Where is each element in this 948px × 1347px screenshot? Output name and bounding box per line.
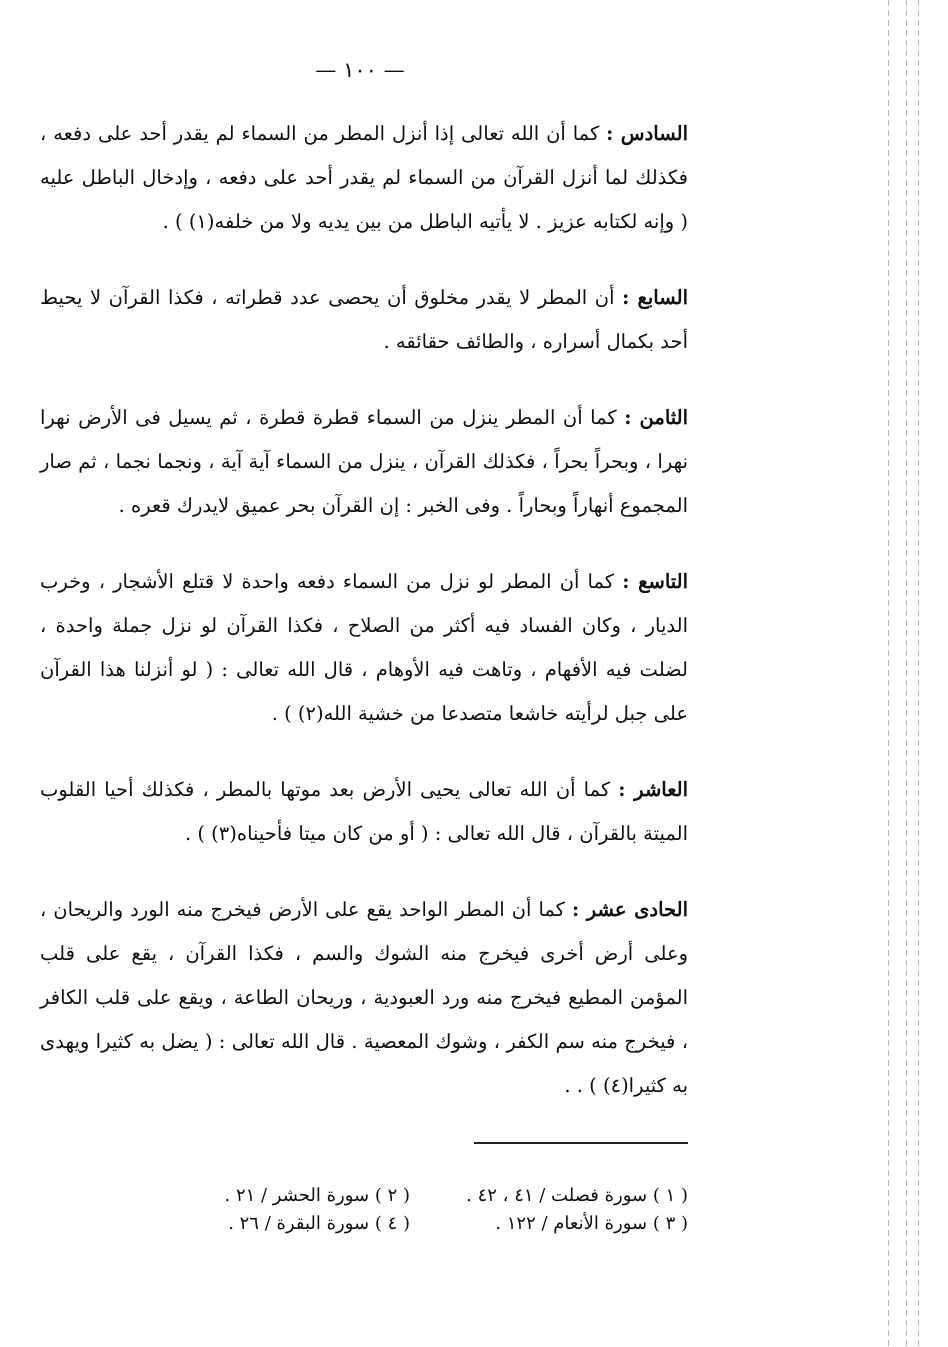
page-edge-line: [888, 0, 889, 1347]
paragraph-eleventh: [40, 888, 688, 1108]
paragraph-lead: الثامن :: [624, 406, 688, 429]
paragraph-text: كما أن المطر الواحد يقع على الأرض فيخرج منه الورد والريحان ، وعلى أرض أخرى فيخرج منه الشوك والسم ، فكذا القرآن ، يقع على قلب المؤمن المطيع فيخرج منه ورد العبودية ، وريحان الطاعة ، ويقع على قلب الكافر ، فيخرج منه سم الكفر ، وشوك المعصية . قال الله تعالى : ( يضل به كثيرا ويهدى به كثيرا(٤) ) . .: [40, 898, 688, 1097]
paragraph-text: كما أن المطر ينزل من السماء قطرة قطرة ، ثم يسيل فى الأرض نهرا نهرا ، وبحراً بحراً ، فكذلك القرآن ، ينزل من السماء آية آية ، ونجما نجما ، ثم صار المجموع أنهاراً وبحاراً . وفى الخبر : إن القرآن بحر عميق لايدرك قعره .: [40, 406, 688, 517]
paragraph-text: كما أن الله تعالى يحيى الأرض بعد موتها بالمطر ، فكذلك أحيا القلوب الميتة بالقرآن ، قال الله تعالى : ( أو من كان ميتا فأحيناه(٣) ) .: [40, 778, 688, 845]
page-edge-line: [906, 0, 907, 1347]
paragraph-text: كما أن الله تعالى إذا أنزل المطر من السماء لم يقدر أحد على دفعه ، فكذلك لما أنزل القرآن من السماء لم يقدر أحد على دفعه ، وإدخال الباطل عليه ( وإنه لكتابه عزيز . لا يأتيه الباطل من بين يديه ولا من خلفه(١) ) .: [40, 122, 688, 233]
paragraph-seventh: [40, 276, 688, 364]
footnote-4: ( ٤ ) سورة البقرة / ٢٦ .: [228, 1213, 410, 1234]
footnote-divider: [474, 1142, 688, 1144]
paragraph-lead: التاسع :: [622, 570, 688, 593]
paragraph-tenth: [40, 768, 688, 856]
paragraph-sixth: [40, 112, 688, 244]
paragraph-text: كما أن المطر لو نزل من السماء دفعه واحدة لا قتلع الأشجار ، وخرب الديار ، وكان الفساد فيه أكثر من الصلاح ، فكذا القرآن لو نزل جملة واحدة ، لضلت فيه الأفهام ، وتاهت فيه الأوهام ، قال الله تعالى : ( لو أنزلنا هذا القرآن على جبل لرأيته خاشعا متصدعا من خشية الله(٢) ) .: [40, 570, 688, 725]
paragraph-ninth: [40, 560, 688, 736]
page-number: — ١٠٠ —: [315, 58, 405, 82]
footnote-1: ( ١ ) سورة فصلت / ٤١ ، ٤٢ .: [466, 1185, 688, 1206]
paragraph-lead: العاشر :: [618, 778, 688, 801]
paragraph-lead: الحادى عشر :: [571, 898, 688, 921]
paragraph-eighth: [40, 396, 688, 528]
paragraph-text: أن المطر لا يقدر مخلوق أن يحصى عدد قطراته ، فكذا القرآن لا يحيط أحد بكمال أسراره ، والطائف حقائقه .: [40, 286, 688, 353]
page-edge-line: [918, 0, 919, 1347]
footnote-row: [140, 1210, 688, 1238]
paragraph-lead: السابع :: [622, 286, 688, 309]
paragraph-lead: السادس :: [606, 122, 688, 145]
footnotes: [140, 1182, 688, 1238]
page-body: [40, 112, 688, 1140]
footnote-2: ( ٢ ) سورة الحشر / ٢١ .: [224, 1185, 410, 1206]
footnote-row: [140, 1182, 688, 1210]
footnote-3: ( ٣ ) سورة الأنعام / ١٢٢ .: [495, 1213, 688, 1234]
